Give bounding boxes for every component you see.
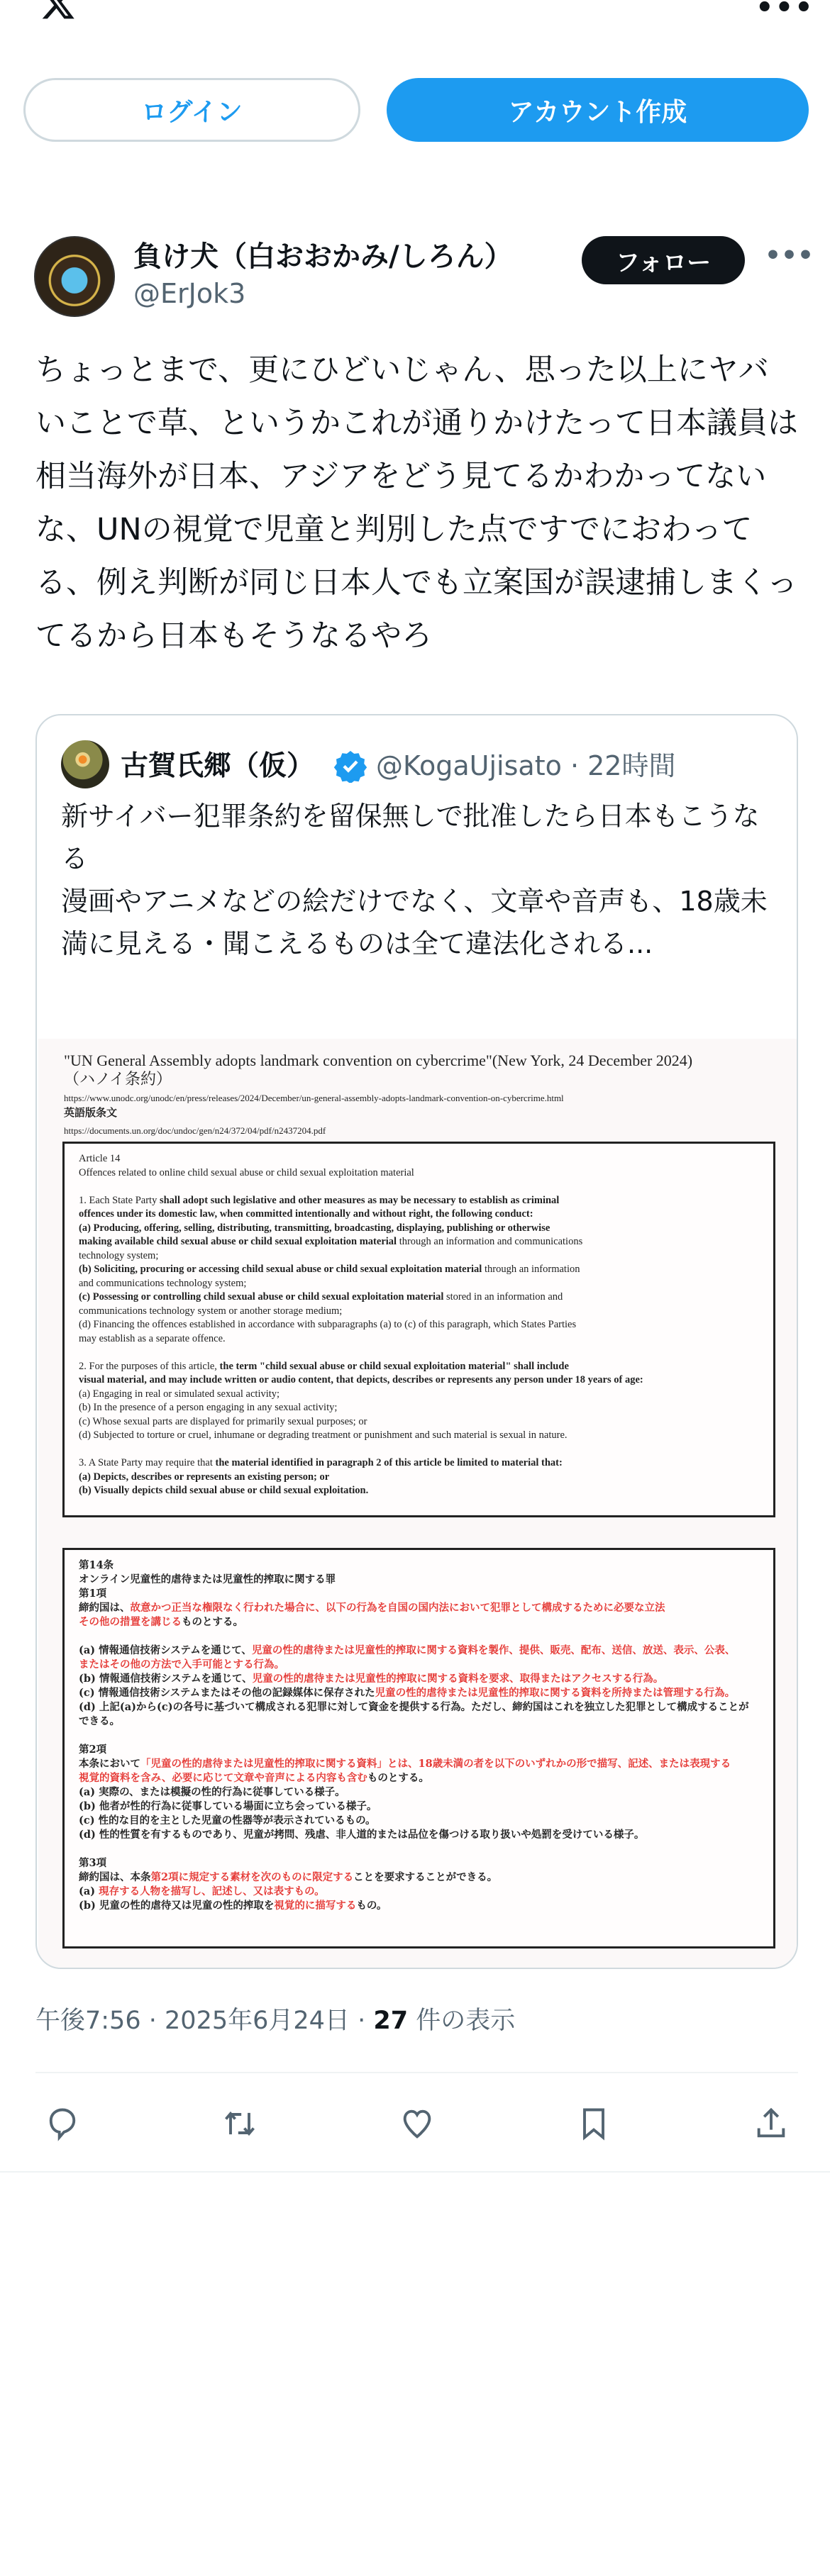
divider: [35, 2072, 798, 2073]
document-line: [79, 1842, 759, 1856]
document-line: [79, 1785, 759, 1800]
document-text: technology system;: [79, 1249, 159, 1261]
document-text: 3. A State Party may require that: [79, 1457, 216, 1468]
document-line: [79, 1360, 759, 1374]
highlighted-text: 現存する人物を描写し、記述し、又は表すもの。: [99, 1885, 325, 1897]
highlighted-text: 第2項に規定する素材を次のものに限定する: [150, 1871, 354, 1883]
image-url-2: https://documents.un.org/doc/undoc/gen/n24/372/04/pdf/n2437204.pdf: [64, 1125, 326, 1136]
document-line: [79, 1346, 759, 1360]
post-more-icon[interactable]: •••: [765, 241, 814, 270]
post-date[interactable]: 2025年6月24日: [165, 2007, 350, 2035]
verified-badge-icon: [333, 749, 367, 783]
highlighted-text: またはその他の方法で入手可能とする行為。: [79, 1658, 284, 1671]
bookmark-icon[interactable]: [575, 2105, 612, 2142]
document-line: [79, 1222, 759, 1236]
document-text: 1. Each State Party: [79, 1194, 160, 1206]
document-line: [79, 1559, 759, 1573]
document-text: (d) Financing the offences established in accordance with subparagraphs (a) to (c) of this paragraph, which States Parties: [79, 1319, 577, 1330]
document-line: [79, 1856, 759, 1870]
document-text: (b) 児童の性的虐待又は児童の性的搾取を: [79, 1900, 275, 1912]
views-label: 件の表示: [416, 2007, 516, 2035]
document-line: [79, 1729, 759, 1743]
document-line: [79, 1615, 759, 1629]
document-text: through an information and communications: [397, 1236, 583, 1247]
avatar[interactable]: [34, 236, 115, 317]
document-text: 締約国は、本条: [79, 1871, 151, 1883]
document-line: [79, 1771, 759, 1785]
document-line: [79, 1757, 759, 1771]
document-line: [79, 1180, 759, 1194]
document-text: (b) 情報通信技術システムを通じて、: [79, 1673, 253, 1685]
document-text: Offences related to online child sexual abuse or child sexual exploitation material: [79, 1166, 414, 1178]
document-text: shall adopt such legislative and other measures as may be necessary to establish as criminal: [159, 1194, 560, 1206]
document-text: ことを要求することができる。: [353, 1871, 498, 1883]
document-text: through an information: [482, 1264, 580, 1275]
japanese-article-box: [62, 1548, 775, 1948]
post-meta: [35, 2001, 515, 2036]
document-line: [79, 1672, 759, 1686]
document-line: [79, 1208, 759, 1222]
document-text: offences under its domestic law, when committed intentionally and without right, the following conduct:: [79, 1208, 533, 1220]
highlighted-text: 視覚的に描写する: [274, 1900, 357, 1912]
create-account-button[interactable]: アカウント作成: [387, 78, 809, 142]
reply-icon[interactable]: [44, 2105, 81, 2142]
document-text: (a) Engaging in real or simulated sexual activity;: [79, 1388, 280, 1400]
document-line: [79, 1800, 759, 1814]
document-line: [79, 1332, 759, 1346]
document-text: (c) Whose sexual parts are displayed for primarily sexual purposes; or: [79, 1415, 367, 1427]
document-text: できる。: [79, 1715, 120, 1727]
document-text: communications technology system or another storage medium;: [79, 1305, 343, 1317]
quote-handle-time: [376, 744, 675, 783]
document-line: [79, 1700, 759, 1714]
document-line: [79, 1601, 759, 1615]
highlighted-text: その他の措置を講じる: [79, 1616, 182, 1628]
document-line: [79, 1263, 759, 1277]
document-text: ものとする。: [182, 1616, 243, 1628]
document-text: (c) 性的な目的を主とした児童の性器等が表示されているもの。: [79, 1814, 376, 1827]
image-title: "UN General Assembly adopts landmark convention on cybercrime"(New York, 24 December 2024): [64, 1052, 693, 1069]
share-icon[interactable]: [753, 2105, 790, 2142]
document-line: [79, 1373, 759, 1388]
document-line: [79, 1152, 759, 1166]
document-line: [79, 1587, 759, 1601]
follow-button[interactable]: フォロー: [582, 236, 745, 284]
image-english-label: 英語版条文: [64, 1108, 118, 1119]
highlighted-text: 故意かつ正当な権限なく行われた場合に、以下の行為を自国の国内法において犯罪として構成するために必要な立法: [130, 1602, 665, 1614]
quote-image[interactable]: [38, 1039, 798, 1968]
author-name[interactable]: 負け犬（白おおかみ/しろん）: [133, 240, 513, 273]
document-line: [79, 1686, 759, 1700]
document-text: (c) Possessing or controlling child sexual abuse or child sexual exploitation material: [79, 1291, 444, 1303]
separator: ·: [148, 2007, 157, 2035]
document-line: [79, 1629, 759, 1644]
quote-text: 新サイバー犯罪条約を留保無しで批准したら日本もこうなる 漫画やアニメなどの絵だけでなく、文章や音声も、18歳未満に見える・聞こえるものは全て違法化される...: [61, 801, 768, 959]
document-text: 締約国は、: [79, 1602, 131, 1614]
document-text: the term "child sexual abuse or child sexual exploitation material" shall include: [219, 1360, 569, 1372]
quote-author-name: 古賀氏郷（仮）: [121, 750, 315, 782]
document-line: [79, 1714, 759, 1729]
document-line: [79, 1658, 759, 1672]
document-text: 第14条: [79, 1559, 114, 1571]
document-text: (a): [79, 1885, 99, 1897]
more-icon[interactable]: •••: [756, 0, 814, 24]
highlighted-text: 児童の性的虐待または児童性的搾取に関する資料を要求、取得またはアクセスする行為。: [252, 1673, 664, 1685]
document-line: [79, 1899, 759, 1913]
document-line: [79, 1401, 759, 1415]
document-text: 第3項: [79, 1857, 107, 1869]
document-text: (a) 情報通信技術システムを通じて、: [79, 1644, 252, 1656]
post-text: ちょっとまで、更にひどいじゃん、思った以上にヤバいことで草、というかこれが通りかけたって日本議員は相当海外が日本、アジアをどう見てるかわかってないな、UNの視覚で児童と判別した点ですでにおわってる、例え判断が同じ日本人でも立案国が誤逮捕しまくってるから日本もそうなるやろ: [35, 352, 798, 654]
document-line: [79, 1828, 759, 1842]
document-line: [79, 1235, 759, 1249]
document-text: 第1項: [79, 1588, 107, 1600]
document-line: [79, 1166, 759, 1181]
post-time[interactable]: 午後7:56: [35, 2007, 141, 2035]
quote-avatar: [61, 740, 109, 788]
document-line: [79, 1290, 759, 1305]
document-text: Article 14: [79, 1153, 121, 1164]
image-subtitle: （ハノイ条約）: [64, 1070, 172, 1088]
divider: [0, 2171, 830, 2173]
document-text: stored in an information and: [443, 1291, 563, 1303]
document-line: [79, 1194, 759, 1208]
document-text: (b) Soliciting, procuring or accessing child sexual abuse or child sexual exploitation material: [79, 1264, 482, 1275]
document-text: making available child sexual abuse or child sexual exploitation material: [79, 1236, 397, 1247]
action-bar: [35, 2099, 798, 2148]
document-line: [79, 1484, 759, 1498]
x-logo-icon[interactable]: [35, 0, 81, 21]
heart-icon[interactable]: [399, 2105, 436, 2142]
login-button[interactable]: ログイン: [23, 78, 360, 142]
repost-icon[interactable]: [221, 2105, 258, 2142]
highlighted-text: 児童の性的虐待または児童性的搾取に関する資料を製作、提供、販売、配布、送信、放送、表示、公表、: [251, 1644, 736, 1656]
document-text: (b) 他者が性的行為に従事している場面に立ち会っている様子。: [79, 1800, 377, 1812]
quoted-post[interactable]: [35, 714, 798, 1969]
document-line: [79, 1318, 759, 1332]
document-text: (d) 上記(a)から(c)の各号に基づいて構成される犯罪に対して資金を提供する行為。ただし、締約国はこれを独立した犯罪として構成することが: [79, 1701, 749, 1713]
document-text: (b) Visually depicts child sexual abuse or child sexual exploitation.: [79, 1485, 369, 1496]
separator: ·: [570, 750, 580, 781]
document-line: [79, 1277, 759, 1291]
document-line: [79, 1870, 759, 1885]
english-article-box: [62, 1142, 775, 1517]
document-text: (d) 性的性質を有するものであり、児童が拷問、残虐、非人道的または品位を傷つける取り扱いや処罰を受けている様子。: [79, 1829, 645, 1841]
document-text: 本条において: [79, 1758, 140, 1770]
separator: ·: [358, 2007, 366, 2035]
document-line: [79, 1885, 759, 1899]
document-text: オンライン児童性的虐待または児童性的搾取に関する罪: [79, 1573, 336, 1585]
highlighted-text: 児童の性的虐待または児童性的搾取に関する資料を所持または管理する行為。: [375, 1687, 736, 1699]
document-text: ものとする。: [367, 1772, 429, 1784]
document-line: [79, 1443, 759, 1457]
document-line: [79, 1814, 759, 1828]
document-text: もの。: [356, 1900, 387, 1912]
document-text: and communications technology system;: [79, 1277, 247, 1289]
author-handle[interactable]: @ErJok3: [133, 278, 246, 309]
highlighted-text: 視覚的資料を含み、必要に応じて文章や音声による内容も含む: [79, 1772, 367, 1784]
quote-author-handle: @KogaUjisato: [376, 750, 562, 781]
document-line: [79, 1743, 759, 1757]
document-text: 第2項: [79, 1744, 107, 1756]
document-line: [79, 1305, 759, 1319]
document-line: [79, 1249, 759, 1264]
document-line: [79, 1429, 759, 1443]
quote-time: 22時間: [587, 750, 676, 781]
document-text: (a) Depicts, describes or represents an existing person; or: [79, 1471, 330, 1483]
document-line: [79, 1573, 759, 1587]
document-text: visual material, and may include written or audio content, that depicts, describes or represents any person under 18 years of age:: [79, 1374, 643, 1385]
document-line: [79, 1644, 759, 1658]
highlighted-text: 「児童の性的虐待または児童性的搾取に関する資料」とは、18歳未満の者を以下のいずれかの形で描写、記述、または表現する: [140, 1758, 731, 1770]
document-text: (d) Subjected to torture or cruel, inhumane or degrading treatment or punishment and such material is sexual in nature.: [79, 1429, 568, 1441]
image-url-1: https://www.unodc.org/unodc/en/press/releases/2024/December/un-general-assembly-adopts-landmark-convention-on-cybercrime.html: [64, 1093, 564, 1103]
document-line: [79, 1415, 759, 1429]
document-text: (b) In the presence of a person engaging in any sexual activity;: [79, 1402, 338, 1413]
document-text: (c) 情報通信技術システムまたはその他の記録媒体に保存された: [79, 1687, 375, 1699]
views-count: 27: [373, 2007, 409, 2035]
document-text: (a) 実際の、または模擬の性的行為に従事している様子。: [79, 1786, 345, 1798]
document-line: [79, 1471, 759, 1485]
document-text: may establish as a separate offence.: [79, 1332, 226, 1344]
document-text: the material identified in paragraph 2 of this article be limited to material that:: [215, 1457, 563, 1468]
document-text: (a) Producing, offering, selling, distributing, transmitting, broadcasting, displaying, publishing or otherwise: [79, 1222, 550, 1234]
document-text: 2. For the purposes of this article,: [79, 1360, 220, 1372]
document-line: [79, 1388, 759, 1402]
document-line: [79, 1456, 759, 1471]
